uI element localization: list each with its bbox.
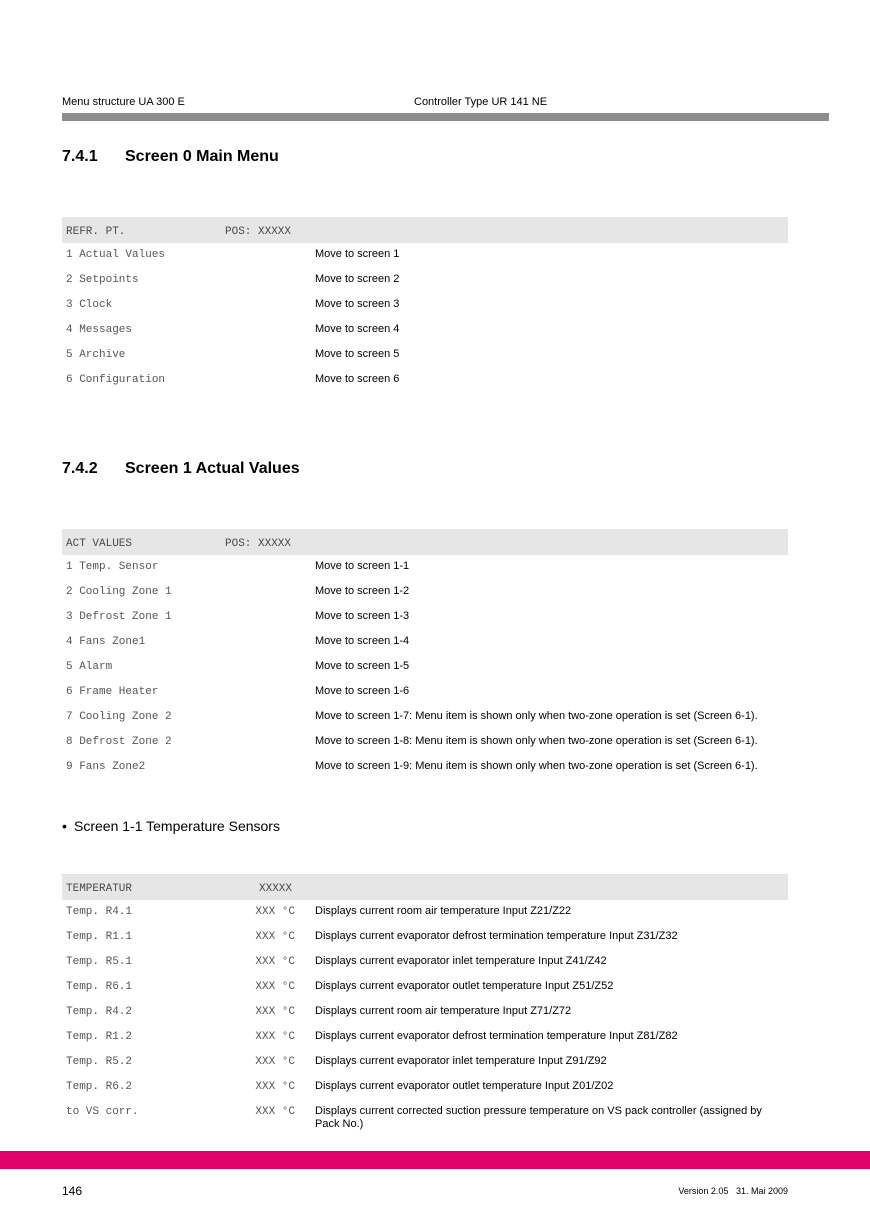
table-row bbox=[62, 630, 788, 655]
row-label: Temp. R1.2 bbox=[66, 1031, 133, 1043]
table-row bbox=[62, 268, 788, 293]
row-desc: Move to screen 1-3 bbox=[315, 610, 410, 622]
table-row bbox=[62, 950, 788, 975]
table-row bbox=[62, 580, 788, 605]
table-row bbox=[62, 975, 788, 1000]
section-number: 7.4.2 bbox=[62, 460, 98, 477]
footer-version bbox=[678, 1186, 788, 1196]
row-value: XXX °C bbox=[255, 906, 295, 918]
row-value: XXX °C bbox=[255, 1081, 295, 1093]
row-desc: Move to screen 3 bbox=[315, 298, 400, 310]
section-title: Screen 0 Main Menu bbox=[125, 148, 279, 165]
row-desc: Displays current evaporator inlet temperature Input Z91/Z92 bbox=[315, 1055, 607, 1067]
temperature-table bbox=[62, 874, 788, 1130]
row-label: 3 Clock bbox=[66, 299, 113, 311]
row-value: XXX °C bbox=[255, 1106, 295, 1118]
section-title: Screen 1 Actual Values bbox=[125, 460, 300, 477]
row-desc: Move to screen 1-6 bbox=[315, 685, 410, 697]
table-row bbox=[62, 925, 788, 950]
subsection-bullet bbox=[62, 818, 280, 834]
header-left: Menu structure UA 300 E bbox=[62, 96, 185, 108]
table-header-col2: POS: XXXXX bbox=[225, 226, 292, 238]
row-desc: Move to screen 1-5 bbox=[315, 660, 410, 672]
table-row bbox=[62, 655, 788, 680]
page-number: 146 bbox=[62, 1184, 83, 1198]
row-desc: Move to screen 6 bbox=[315, 373, 400, 385]
table-row bbox=[62, 605, 788, 630]
table-row bbox=[62, 318, 788, 343]
row-desc: Move to screen 1-9: Menu item is shown only when two-zone operation is set (Screen 6-1). bbox=[315, 760, 758, 772]
row-label: Temp. R5.2 bbox=[66, 1056, 133, 1068]
header-center: Controller Type UR 141 NE bbox=[414, 96, 548, 108]
row-desc: Move to screen 2 bbox=[315, 273, 400, 285]
header-bar bbox=[62, 113, 829, 121]
footer-accent-bar bbox=[0, 1151, 870, 1169]
row-label: Temp. R4.1 bbox=[66, 906, 133, 918]
section-number: 7.4.1 bbox=[62, 148, 98, 165]
row-label: 8 Defrost Zone 2 bbox=[66, 736, 172, 748]
row-desc: Displays current room air temperature Input Z21/Z22 bbox=[315, 905, 572, 917]
row-label: Temp. R4.2 bbox=[66, 1006, 133, 1018]
row-label: 1 Temp. Sensor bbox=[66, 561, 159, 573]
row-value: XXX °C bbox=[255, 1056, 295, 1068]
row-desc: Move to screen 5 bbox=[315, 348, 400, 360]
row-label: 2 Setpoints bbox=[66, 274, 139, 286]
row-desc: Displays current evaporator defrost termination temperature Input Z31/Z32 bbox=[315, 930, 678, 942]
row-label: Temp. R6.1 bbox=[66, 981, 133, 993]
table-header-col1: REFR. PT. bbox=[66, 226, 126, 238]
row-value: XXX °C bbox=[255, 981, 295, 993]
table-row bbox=[62, 243, 788, 268]
row-label: Temp. R6.2 bbox=[66, 1081, 133, 1093]
table-row bbox=[62, 368, 788, 393]
row-label: 7 Cooling Zone 2 bbox=[66, 711, 172, 723]
main-menu-table bbox=[62, 217, 788, 393]
row-label: 9 Fans Zone2 bbox=[66, 761, 146, 773]
row-label: to VS corr. bbox=[66, 1106, 139, 1118]
table-header-col2: XXXXX bbox=[259, 883, 293, 895]
row-value: XXX °C bbox=[255, 931, 295, 943]
table-row bbox=[62, 1025, 788, 1050]
table-row bbox=[62, 900, 788, 925]
table-row bbox=[62, 293, 788, 318]
table-row bbox=[62, 1050, 788, 1075]
table-header bbox=[62, 217, 788, 243]
row-label: Temp. R5.1 bbox=[66, 956, 133, 968]
section-heading-main-menu bbox=[62, 148, 279, 166]
row-label: Temp. R1.1 bbox=[66, 931, 133, 943]
row-desc: Displays current evaporator outlet temperature Input Z51/Z52 bbox=[315, 980, 614, 992]
row-desc: Move to screen 4 bbox=[315, 323, 400, 335]
table-header-col1: ACT VALUES bbox=[66, 538, 133, 550]
section-heading-actual-values bbox=[62, 460, 300, 478]
row-label: 3 Defrost Zone 1 bbox=[66, 611, 172, 623]
footer-version-text: Version 2.05 bbox=[678, 1186, 729, 1196]
row-value: XXX °C bbox=[255, 1006, 295, 1018]
row-label: 4 Fans Zone1 bbox=[66, 636, 146, 648]
table-row bbox=[62, 755, 788, 780]
table-row bbox=[62, 555, 788, 580]
bullet-text: Screen 1-1 Temperature Sensors bbox=[74, 818, 280, 834]
row-label: 1 Actual Values bbox=[66, 249, 166, 261]
footer-date: 31. Mai 2009 bbox=[735, 1186, 788, 1196]
bullet-symbol: • bbox=[62, 818, 67, 834]
row-label: 5 Alarm bbox=[66, 661, 113, 673]
row-label: 4 Messages bbox=[66, 324, 133, 336]
table-header-col1: TEMPERATUR bbox=[66, 883, 133, 895]
row-desc: Displays current evaporator inlet temperature Input Z41/Z42 bbox=[315, 955, 607, 967]
table-header-col2: POS: XXXXX bbox=[225, 538, 292, 550]
table-row bbox=[62, 1075, 788, 1100]
row-value: XXX °C bbox=[255, 1031, 295, 1043]
row-label: 5 Archive bbox=[66, 349, 126, 361]
table-header bbox=[62, 529, 788, 555]
row-desc: Move to screen 1-1 bbox=[315, 560, 410, 572]
row-desc: Move to screen 1-4 bbox=[315, 635, 410, 647]
row-label: 6 Configuration bbox=[66, 374, 166, 386]
table-row bbox=[62, 1000, 788, 1025]
table-header bbox=[62, 874, 788, 900]
row-value: XXX °C bbox=[255, 956, 295, 968]
table-row bbox=[62, 343, 788, 368]
row-desc: Displays current room air temperature Input Z71/Z72 bbox=[315, 1005, 572, 1017]
row-desc: Displays current evaporator outlet temperature Input Z01/Z02 bbox=[315, 1080, 614, 1092]
row-label: 2 Cooling Zone 1 bbox=[66, 586, 172, 598]
table-row bbox=[62, 730, 788, 755]
table-row bbox=[62, 1100, 788, 1130]
actual-values-table bbox=[62, 529, 788, 780]
table-row bbox=[62, 680, 788, 705]
row-desc: Displays current corrected suction pressure temperature on VS pack controller (assigned by Pack No.) bbox=[315, 1105, 762, 1130]
table-row bbox=[62, 705, 788, 730]
row-desc: Displays current evaporator defrost termination temperature Input Z81/Z82 bbox=[315, 1030, 678, 1042]
row-desc: Move to screen 1 bbox=[315, 248, 400, 260]
row-desc: Move to screen 1-7: Menu item is shown only when two-zone operation is set (Screen 6-1). bbox=[315, 710, 758, 722]
row-desc: Move to screen 1-2 bbox=[315, 585, 410, 597]
row-desc: Move to screen 1-8: Menu item is shown only when two-zone operation is set (Screen 6-1). bbox=[315, 735, 758, 747]
row-label: 6 Frame Heater bbox=[66, 686, 159, 698]
